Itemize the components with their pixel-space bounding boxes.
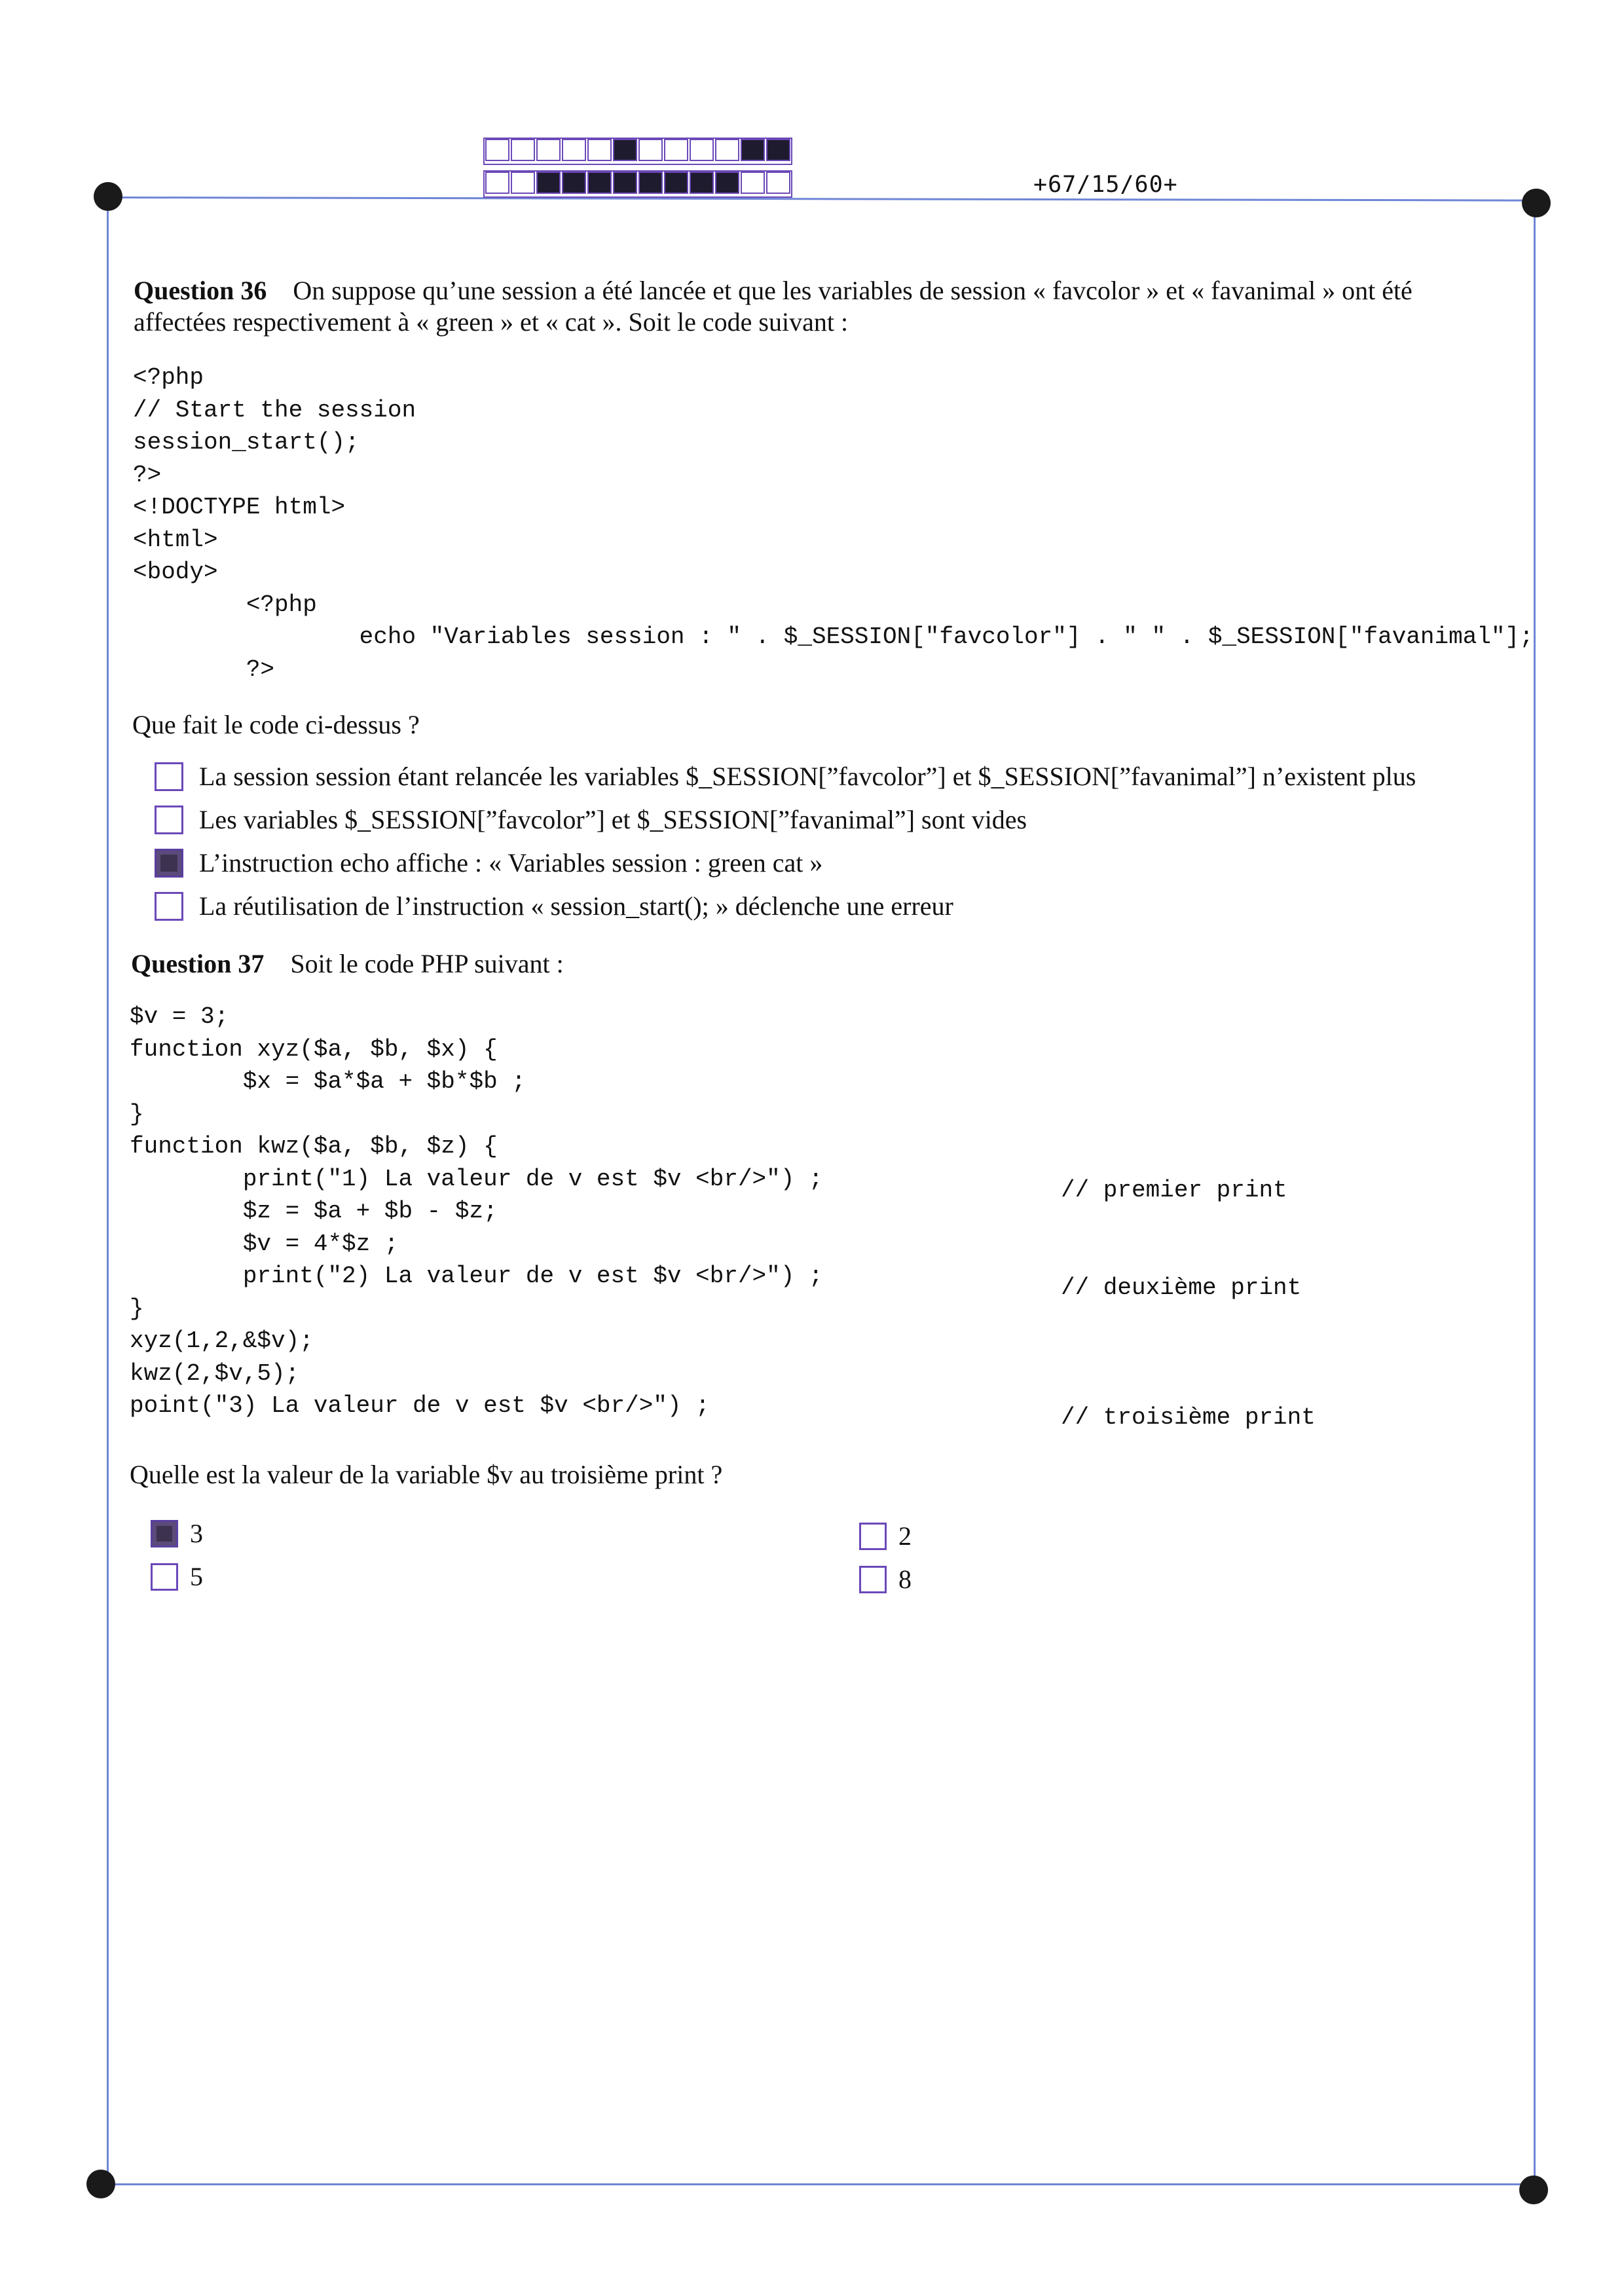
- q37-option-2[interactable]: [859, 1521, 912, 1551]
- id-cell: [511, 172, 535, 194]
- corner-mark-bottom-right: [1519, 2176, 1548, 2204]
- question-36-intro-line2: affectées respectivement à « green » et « cat ». Soit le code suivant :: [134, 307, 849, 337]
- question-37-intro-text: Soit le code PHP suivant :: [290, 949, 564, 978]
- q37-option-2-checkbox[interactable]: [859, 1523, 887, 1550]
- id-cell: [741, 139, 765, 161]
- q37-option-3-checkbox-checked[interactable]: [151, 1520, 178, 1547]
- frame-top-line: [108, 196, 1536, 202]
- q36-option-1[interactable]: [155, 761, 1416, 792]
- q36-option-1-label: La session session étant relancée les variables $_SESSION[”favcolor”] et $_SESSION[”favanimal”] n’existent plus: [199, 762, 1416, 791]
- id-cell: [741, 172, 765, 194]
- corner-mark-bottom-left: [86, 2170, 115, 2198]
- id-cell: [664, 172, 688, 194]
- q37-option-5[interactable]: [151, 1561, 203, 1592]
- id-cell: [766, 139, 790, 161]
- id-cell: [638, 172, 663, 194]
- id-cell: [587, 139, 612, 161]
- question-36-intro: [134, 275, 1535, 338]
- question-37-code: $v = 3; function xyz($a, $b, $x) { $x = $a*$a + $b*$b ; } function kwz($a, $b, $z) { print("1) La valeur de v est $v <br/>") ; $z = $a + $b - $z; $v = 4*$z ; print("2) La valeur de v est $v <br/>") ; } xyz(1,2,&$v); kwz(2,$v,5); point("3) La valeur de v est $v <br/>") ;: [130, 1003, 823, 1419]
- q36-option-4-checkbox[interactable]: [155, 892, 183, 921]
- id-cell: [715, 139, 739, 161]
- q36-option-1-checkbox[interactable]: [155, 762, 183, 791]
- frame-bottom-line: [101, 2183, 1532, 2185]
- q37-option-8[interactable]: [859, 1564, 912, 1595]
- id-cell: [485, 172, 509, 194]
- q37-option-3-label: 3: [190, 1519, 203, 1548]
- q37-option-5-checkbox[interactable]: [151, 1563, 178, 1591]
- id-cell: [664, 139, 688, 161]
- id-cell: [511, 139, 535, 161]
- id-cell: [587, 172, 612, 194]
- page-code: +67/15/60+: [1033, 172, 1178, 198]
- q37-option-8-label: 8: [898, 1565, 912, 1594]
- q36-option-3[interactable]: [155, 847, 822, 878]
- q37-option-5-label: 5: [190, 1562, 203, 1591]
- id-cell: [536, 139, 561, 161]
- id-cell: [562, 139, 586, 161]
- q36-option-4-label: La réutilisation de l’instruction « session_start(); » déclenche une erreur: [199, 891, 953, 921]
- q36-option-3-label: L’instruction echo affiche : « Variables session : green cat »: [199, 848, 823, 878]
- question-36-code: <?php // Start the session session_start(); ?> <!DOCTYPE html> <html> <body> <?php echo "Variables session : " . $_SESSION["favcolor"] . " " . $_SESSION["favanimal"]; ?>: [133, 364, 1534, 683]
- question-37-intro: [131, 948, 564, 980]
- id-cell: [485, 139, 509, 161]
- student-id-row-2: [483, 170, 792, 198]
- id-cell: [690, 139, 714, 161]
- question-37-prompt: Quelle est la valeur de la variable $v au troisième print ?: [130, 1460, 723, 1489]
- q37-option-3[interactable]: [151, 1518, 203, 1549]
- student-id-row-1: [483, 138, 792, 165]
- corner-mark-top-right: [1522, 189, 1551, 217]
- q36-option-2-checkbox[interactable]: [155, 805, 183, 834]
- q36-option-3-checkbox-checked[interactable]: [155, 849, 183, 878]
- corner-mark-top-left: [94, 182, 122, 211]
- id-cell: [715, 172, 739, 194]
- q37-option-8-checkbox[interactable]: [859, 1566, 887, 1593]
- q37-option-2-label: 2: [898, 1521, 912, 1551]
- question-37-label: Question 37: [131, 949, 265, 978]
- id-cell: [690, 172, 714, 194]
- id-cell: [613, 172, 637, 194]
- question-36-label: Question 36: [134, 276, 267, 305]
- id-cell: [638, 139, 663, 161]
- q36-option-4[interactable]: [155, 891, 953, 921]
- id-cell: [536, 172, 561, 194]
- id-cell: [562, 172, 586, 194]
- id-cell: [613, 139, 637, 161]
- q36-option-2[interactable]: [155, 804, 1027, 835]
- q36-option-2-label: Les variables $_SESSION[”favcolor”] et $_SESSION[”favanimal”] sont vides: [199, 805, 1027, 834]
- question-36-intro-line1: On suppose qu’une session a été lancée et que les variables de session « favcolor » et « favanimal » ont été: [293, 276, 1412, 305]
- frame-left-line: [107, 196, 109, 2187]
- id-cell: [766, 172, 790, 194]
- code-comment-deuxieme-print: // deuxième print: [1061, 1274, 1302, 1301]
- frame-right-line: [1534, 203, 1536, 2187]
- code-comment-premier-print: // premier print: [1061, 1177, 1287, 1204]
- question-36-prompt: Que fait le code ci-dessus ?: [132, 710, 420, 739]
- code-comment-troisieme-print: // troisième print: [1061, 1404, 1316, 1431]
